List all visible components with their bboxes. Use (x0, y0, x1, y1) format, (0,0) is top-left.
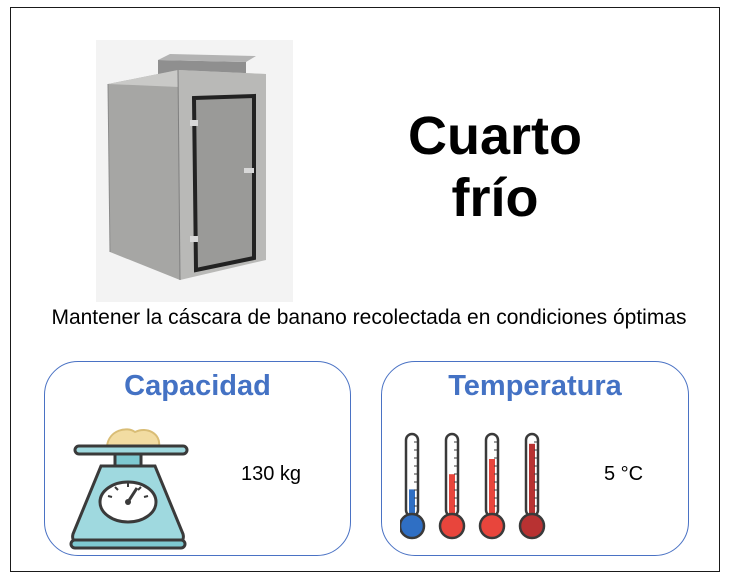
cold-room-image (96, 40, 293, 302)
title-line-2: frío (451, 168, 539, 228)
temperature-label: Temperatura (448, 370, 622, 402)
thermometer-4 (520, 434, 544, 538)
subtitle: Mantener la cáscara de banano recolectada en condiciones óptimas (51, 306, 687, 329)
capacity-label: Capacidad (124, 370, 271, 402)
page-title (375, 105, 615, 229)
thermometer-1 (400, 434, 424, 538)
title-line-1: Cuarto (408, 106, 582, 166)
thermometer-3 (480, 434, 504, 538)
temperature-value: 5 °C (604, 463, 644, 485)
thermometer-2 (440, 434, 464, 538)
weighing-scale-icon (57, 416, 193, 552)
temperature-card (381, 361, 689, 556)
capacity-card (44, 361, 351, 556)
thermometer-icon (400, 430, 560, 542)
capacity-value: 130 kg (241, 463, 302, 485)
